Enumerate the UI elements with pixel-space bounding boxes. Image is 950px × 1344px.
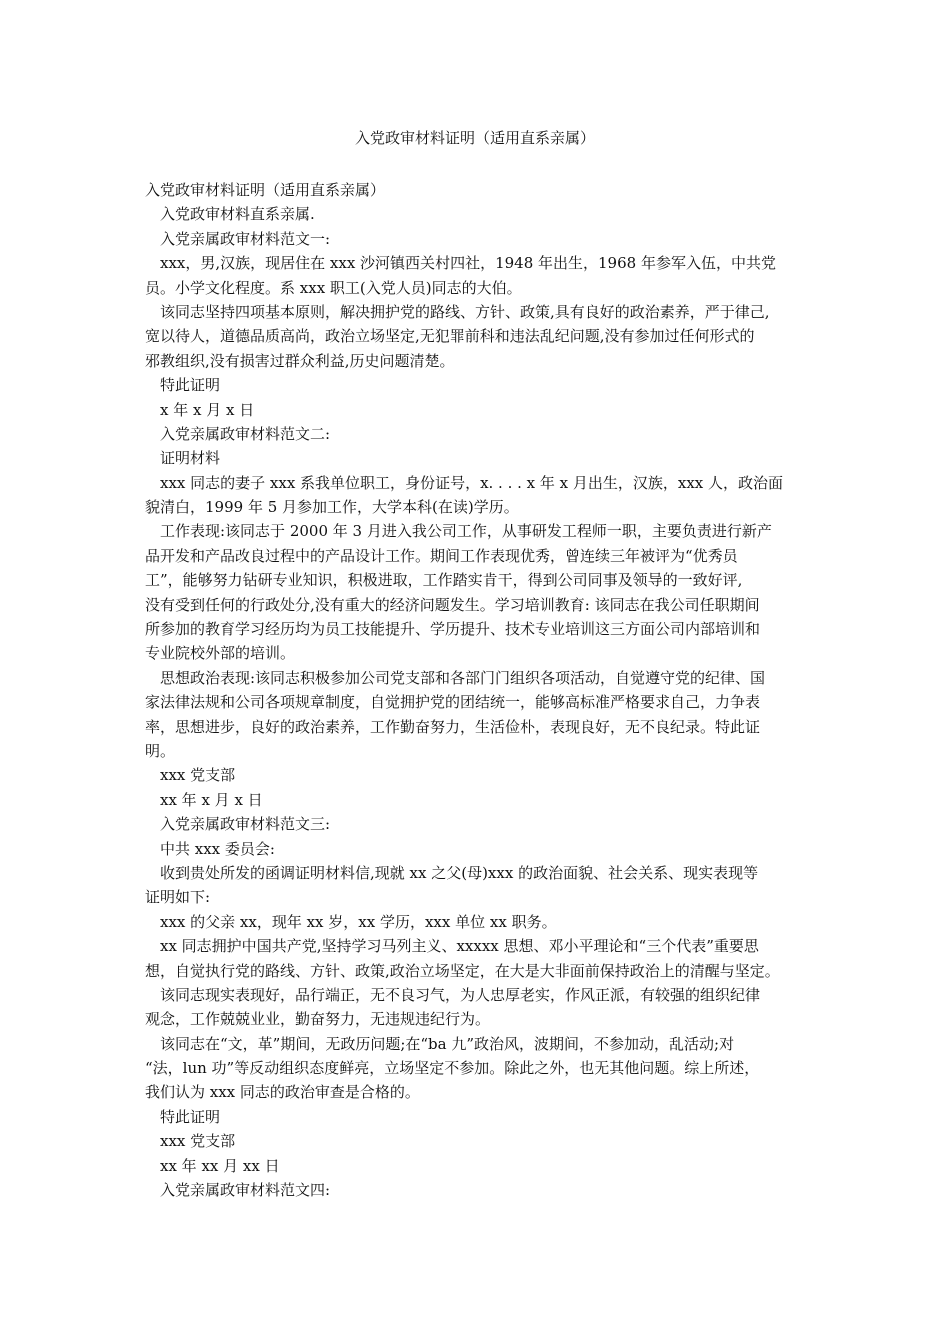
text-line: 入党亲属政审材料范文三: xyxy=(160,815,331,834)
text-line: 宽以待人，道德品质高尚，政治立场坚定,无犯罪前科和违法乱纪问题,没有参加过任何形式的 xyxy=(145,327,755,346)
text-line: 想，自觉执行党的路线、方针、政策,政治立场坚定，在大是大非面前保持政治上的清醒与坚定。 xyxy=(145,961,780,980)
text-line: xx 同志拥护中国共产党,坚持学习马列主义、xxxxx 思想、邓小平理论和“三个代表”重要思 xyxy=(160,937,759,956)
text-line: xxx 党支部 xyxy=(160,766,236,785)
text-line: 入党政审材料直系亲属. xyxy=(160,205,315,224)
text-line: 貌清白，1999 年 5 月参加工作，大学本科(在读)学历。 xyxy=(145,498,519,517)
text-line: xxx 同志的妻子 xxx 系我单位职工，身份证号，x. . . . x 年 x 月出生，汉族，xxx 人，政治面 xyxy=(160,473,784,492)
text-line: 邪教组织,没有损害过群众利益,历史问题清楚。 xyxy=(145,351,455,370)
text-line: 没有受到任何的行政处分,没有重大的经济问题发生。学习培训教育: 该同志在我公司任职期间 xyxy=(145,595,760,614)
text-line: 该同志在“文，革”期间，无政历问题;在“ba 九”政治风，波期间，不参加动，乱活动;对 xyxy=(160,1034,735,1053)
text-line: 我们认为 xxx 同志的政治审查是合格的。 xyxy=(145,1083,420,1102)
text-line: 该同志现实表现好，品行端正，无不良习气，为人忠厚老实，作风正派，有较强的组织纪律 xyxy=(160,985,761,1004)
text-line: 中共 xxx 委员会: xyxy=(160,839,275,858)
document-body xyxy=(145,178,810,1202)
text-line: 思想政治表现:该同志积极参加公司党支部和各部门门组织各项活动，自觉遵守党的纪律、国 xyxy=(160,668,766,687)
text-line: 家法律法规和公司各项规章制度，自觉拥护党的团结统一，能够高标准严格要求自己，力争表 xyxy=(145,693,761,712)
text-line: xx 年 xx 月 xx 日 xyxy=(160,1156,280,1175)
document-title: 入党政审材料证明（适用直系亲属） xyxy=(354,129,595,147)
text-line: 工”，能够努力钻研专业知识，积极进取，工作踏实肯干，得到公司同事及领导的一致好评, xyxy=(145,571,743,590)
text-line: xx 年 x 月 x 日 xyxy=(160,790,263,809)
text-line: xxx，男,汉族，现居住在 xxx 沙河镇西关村四社，1948 年出生，1968 年参军入伍，中共党 xyxy=(160,254,776,273)
text-line: x 年 x 月 x 日 xyxy=(160,400,255,419)
text-line: 入党亲属政审材料范文一: xyxy=(160,229,331,248)
text-line: xxx 党支部 xyxy=(160,1132,236,1151)
text-line: 员。小学文化程度。系 xxx 职工(入党人员)同志的大伯。 xyxy=(145,278,522,297)
text-line: 证明如下: xyxy=(145,888,211,907)
text-line: “法，lun 功”等反动组织态度鲜亮，立场坚定不参加。除此之外，也无其他问题。综上所述， xyxy=(145,1059,760,1078)
text-line: 入党亲属政审材料范文二: xyxy=(160,424,331,443)
text-line: 入党亲属政审材料范文四: xyxy=(160,1181,331,1200)
text-line: 特此证明 xyxy=(160,376,221,395)
text-line: 明。 xyxy=(145,741,176,760)
text-line: 所参加的教育学习经历均为员工技能提升、学历提升、技术专业培训这三方面公司内部培训和 xyxy=(145,620,761,639)
text-line: 观念，工作兢兢业业，勤奋努力，无违规违纪行为。 xyxy=(145,1010,491,1029)
text-line: 该同志坚持四项基本原则，解决拥护党的路线、方针、政策,具有良好的政治素养，严于律己, xyxy=(160,302,770,321)
text-line: xxx 的父亲 xx，现年 xx 岁，xx 学历，xxx 单位 xx 职务。 xyxy=(160,912,557,931)
text-line: 入党政审材料证明（适用直系亲属） xyxy=(145,181,386,199)
text-line: 证明材料 xyxy=(160,449,221,468)
text-line: 专业院校外部的培训。 xyxy=(145,644,296,663)
text-line: 工作表现:该同志于 2000 年 3 月进入我公司工作，从事研发工程师一职，主要负责进行新产 xyxy=(160,522,772,541)
text-line: 特此证明 xyxy=(160,1107,221,1126)
text-line: 收到贵处所发的函调证明材料信,现就 xx 之父(母)xxx 的政治面貌、社会关系、现实表现等 xyxy=(160,863,759,882)
text-line: 率，思想进步，良好的政治素养，工作勤奋努力，生活俭朴，表现良好，无不良纪录。特此证 xyxy=(145,717,761,736)
text-line: 品开发和产品改良过程中的产品设计工作。期间工作表现优秀，曾连续三年被评为“优秀员 xyxy=(145,546,738,565)
